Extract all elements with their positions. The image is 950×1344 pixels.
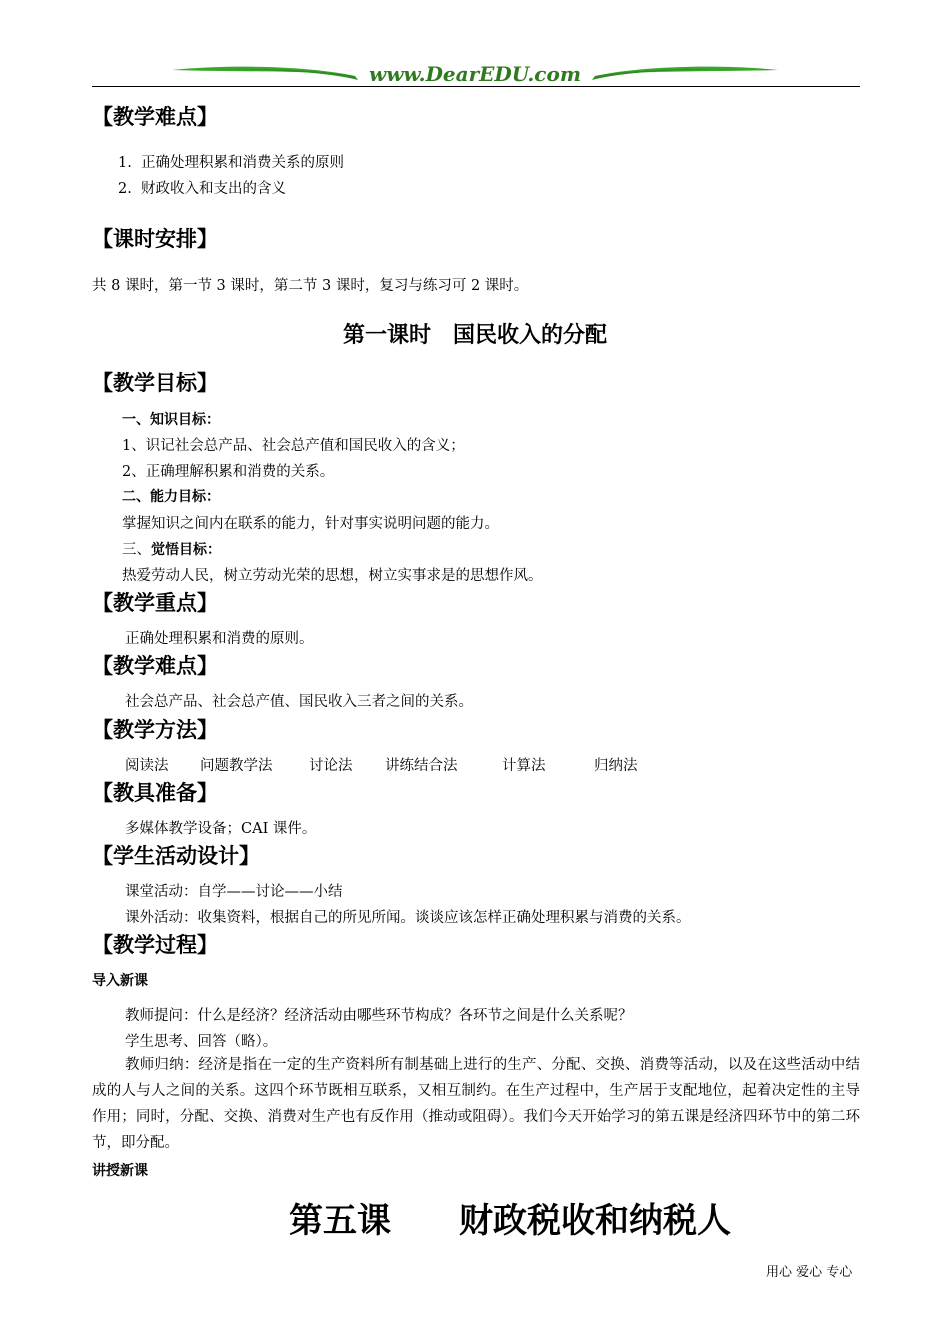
method-item: 计算法 xyxy=(502,758,546,774)
lesson-title: 第一课时 国民收入的分配 xyxy=(342,323,607,348)
site-logo xyxy=(170,60,780,88)
ability-label: 二、能力目标： xyxy=(122,489,220,505)
intro-label: 导入新课 xyxy=(92,973,148,989)
knowledge-label: 一、知识目标： xyxy=(122,412,220,428)
header-rule xyxy=(92,86,860,87)
schedule-text: 共 8 课时，第一节 3 课时，第二节 3 课时，复习与练习可 2 课时。 xyxy=(92,278,529,294)
student-answer: 学生思考、回答（略）。 xyxy=(125,1034,278,1050)
ability-text: 掌握知识之间内在联系的能力，针对事实说明问题的能力。 xyxy=(122,516,499,532)
list-item: 2、正确理解积累和消费的关系。 xyxy=(122,464,335,480)
method-item: 讨论法 xyxy=(309,758,353,774)
section-heading-process: 【教学过程】 xyxy=(92,933,218,957)
section-heading-activities: 【学生活动设计】 xyxy=(92,844,260,868)
awareness-text: 热爱劳动人民，树立劳动光荣的思想，树立实事求是的思想作风。 xyxy=(122,568,543,584)
activity-classroom: 课堂活动：自学——讨论——小结 xyxy=(125,884,343,900)
list-item: 1、识记社会总产品、社会总产值和国民收入的含义； xyxy=(122,438,465,454)
section-heading-key-points: 【教学重点】 xyxy=(92,591,218,615)
method-item: 讲练结合法 xyxy=(385,758,458,774)
method-item: 阅读法 xyxy=(125,758,169,774)
equipment-text: 多媒体教学设备；CAI 课件。 xyxy=(125,821,317,837)
section-heading-equipment: 【教具准备】 xyxy=(92,781,218,805)
section-heading-schedule: 【课时安排】 xyxy=(92,227,218,251)
method-item: 问题教学法 xyxy=(200,758,273,774)
logo-text: www.DearEDU.com xyxy=(368,62,581,86)
page-footer: 用心 爱心 专心 xyxy=(766,1265,853,1280)
section-heading-objectives: 【教学目标】 xyxy=(92,371,218,395)
difficulties-text: 社会总产品、社会总产值、国民收入三者之间的关系。 xyxy=(125,694,473,710)
awareness-label: 觉悟目标： xyxy=(151,542,221,558)
new-lesson-label: 讲授新课 xyxy=(92,1163,148,1179)
methods-row xyxy=(0,754,950,776)
method-item: 归纳法 xyxy=(594,758,638,774)
section-heading-difficulties-1: 【教学难点】 xyxy=(92,105,218,129)
section-heading-difficulties-2: 【教学难点】 xyxy=(92,654,218,678)
section-heading-methods: 【教学方法】 xyxy=(92,718,218,742)
list-item: 2. 财政收入和支出的含义 xyxy=(118,181,287,197)
activity-outside: 课外活动：收集资料，根据自己的所见所闻。谈谈应该怎样正确处理积累与消费的关系。 xyxy=(125,910,691,926)
key-points-text: 正确处理积累和消费的原则。 xyxy=(125,631,314,647)
chapter-title: 第五课 财政税收和纳税人 xyxy=(289,1201,731,1241)
awareness-label-row xyxy=(122,538,221,559)
awareness-label-prefix: 三、 xyxy=(122,542,151,558)
teacher-question: 教师提问：什么是经济？经济活动由哪些环节构成？各环节之间是什么关系呢？ xyxy=(125,1008,633,1024)
list-item: 1. 正确处理积累和消费关系的原则 xyxy=(118,155,345,171)
teacher-summary: 教师归纳：经济是指在一定的生产资料所有制基础上进行的生产、分配、交换、消费等活动，以及在这些活动中结成的人与人之间的关系。这四个环节既相互联系，又相互制约。在生产过程中，生产居于支配地位，起着决定性的主导作用；同时，分配、交换、消费对生产也有反作用（推动或阻碍）。我们今天开始学习的第五课是经济四环节中的第二环节，即分配。 xyxy=(92,1057,860,1151)
